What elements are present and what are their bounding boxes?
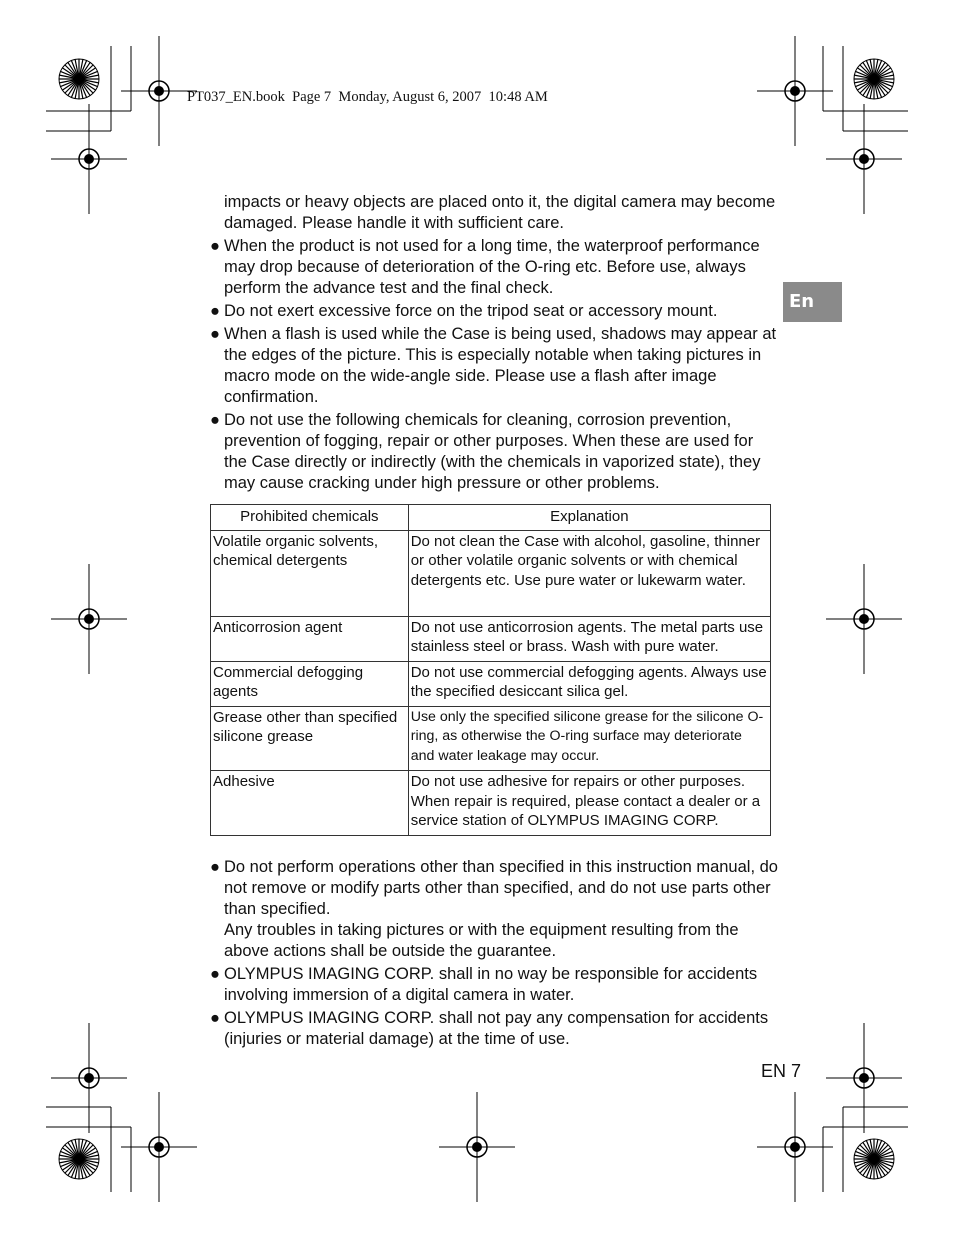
explanation-cell: Do not use commercial defogging agents. Always use the specified desiccant silica gel. xyxy=(408,661,770,706)
column-header-chemicals: Prohibited chemicals xyxy=(211,505,409,531)
print-header: PT037_EN.book Page 7 Monday, August 6, 2007 10:48 AM xyxy=(187,89,548,105)
bullet-icon: ● xyxy=(210,965,220,983)
explanation-cell: Do not use anticorrosion agents. The metal parts use stainless steel or brass. Wash with pure water. xyxy=(408,616,770,661)
chemical-cell: Anticorrosion agent xyxy=(211,616,409,661)
chemical-cell: Grease other than specified silicone grease xyxy=(211,706,409,771)
chemical-cell: Commercial defogging agents xyxy=(211,661,409,706)
bullet-icon: ● xyxy=(210,302,220,320)
page-number: EN 7 xyxy=(761,1061,802,1081)
bullet-item: ● Do not perform operations other than specified in this instruction manual, do not remove or modify parts other than specified, and do not use parts other than specified. Any troubles in taking pictures or with the equipment resulting from the above actions shall be outside the guarantee. xyxy=(210,857,780,962)
bullet-icon: ● xyxy=(210,411,220,429)
bullet-icon: ● xyxy=(210,1009,220,1027)
explanation-cell: Do not clean the Case with alcohol, gasoline, thinner or other volatile organic solvents or with chemical detergents etc. Use pure water or lukewarm water. xyxy=(408,530,770,616)
bullet-item: ● Do not use the following chemicals for cleaning, corrosion prevention, prevention of fogging, repair or other purposes. When these are used for the Case directly or indirectly (with the chemicals in vaporized state), they may cause cracking under high pressure or other problems. xyxy=(210,411,761,492)
bullet-item: ● OLYMPUS IMAGING CORP. shall not pay any compensation for accidents (injuries or material damage) at the time of use. xyxy=(210,1009,769,1048)
bullet-item: ● Do not exert excessive force on the tripod seat or accessory mount. xyxy=(210,302,718,320)
bullet-item: ● When a flash is used while the Case is being used, shadows may appear at the edges of the picture. This is especially notable when taking pictures in macro mode on the wide-angle side. Please use a flash after image confirmation. xyxy=(210,325,777,406)
column-header-explanation: Explanation xyxy=(408,505,770,531)
bullet-item: ● OLYMPUS IMAGING CORP. shall in no way be responsible for accidents involving immersion of a digital camera in water. xyxy=(210,965,758,1004)
chemical-cell: Volatile organic solvents, chemical detergents xyxy=(211,530,409,616)
chemical-cell: Adhesive xyxy=(211,771,409,836)
bullet-icon: ● xyxy=(210,325,220,343)
bullet-item: ● When the product is not used for a long time, the waterproof performance may drop because of deterioration of the O-ring etc. Before use, always perform the advance test and the final check. xyxy=(210,237,760,297)
intro-continuation: impacts or heavy objects are placed onto it, the digital camera may become damaged. Please handle it with sufficient care. xyxy=(224,193,776,232)
bullet-icon: ● xyxy=(210,237,220,255)
explanation-cell: Use only the specified silicone grease for the silicone O-ring, as otherwise the O-ring surface may deteriorate and water leakage may occur. xyxy=(408,706,770,771)
bullet-icon: ● xyxy=(210,858,220,876)
explanation-cell: Do not use adhesive for repairs or other purposes. When repair is required, please contact a dealer or a service station of OLYMPUS IMAGING CORP. xyxy=(408,771,770,836)
bullet-note: Any troubles in taking pictures or with the equipment resulting from the above actions shall be outside the guarantee. xyxy=(224,921,739,960)
language-tab: En xyxy=(783,282,842,322)
